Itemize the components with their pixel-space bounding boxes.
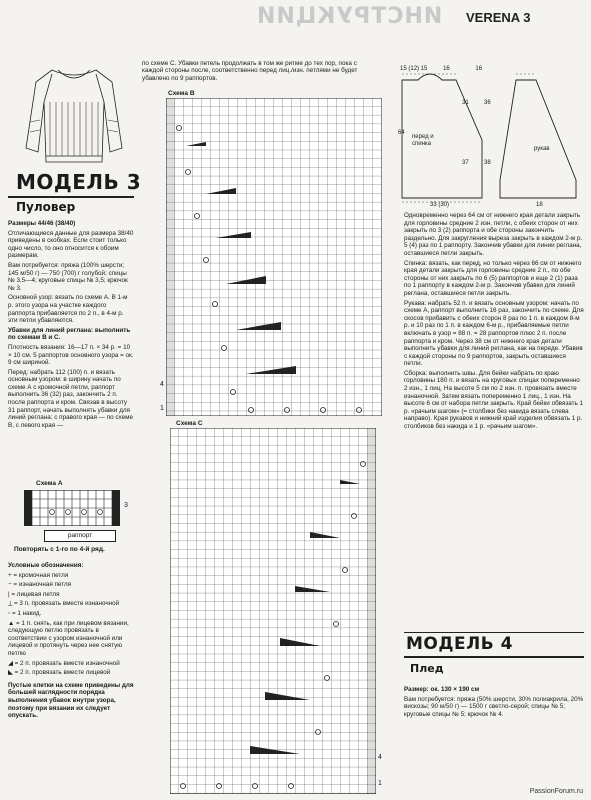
schema-a-row-label: 3 [124, 502, 128, 509]
watermark: PassionForum.ru [529, 788, 583, 795]
model4-title: МОДЕЛЬ 4 [406, 634, 513, 654]
schema-b-chart [166, 98, 382, 416]
intro-text: Отличающиеся данные для размера 38/40 приведены в скобках. Если стоит только одно число, то оно относится к обоим размерам. [8, 229, 134, 260]
dim-label: 31 [462, 100, 469, 106]
dim-label: 18 [536, 202, 543, 208]
dim-label: 16 [475, 66, 483, 72]
schema-a-label: Схема А [36, 480, 63, 487]
legend-item: ▲ = 1 п. снять, как при лицевом вязании, следующую петлю провязать в соответствии с узором изнаночной или лицевой и протянуть через нее снятую петлю [8, 619, 129, 657]
legend-item: ◣ = 2 п. провязать вместе лицевой [8, 669, 111, 677]
schema-b-row-1: 1 [160, 405, 164, 412]
schema-c-label: Схема С [176, 420, 203, 427]
dim-label: 38 [484, 160, 491, 166]
dim-label: (12) [408, 66, 420, 72]
legend-title: Условные обозначения: [8, 562, 84, 569]
dim-label: 15 [400, 66, 407, 72]
repeat-note: Повторять с 1-го по 4-й ряд. [14, 546, 105, 553]
schema-c-row-4: 4 [378, 754, 382, 761]
legend-item: − = изнаночная петля [8, 581, 72, 589]
legend-item: | = лицевая петля [8, 590, 60, 598]
diagram-top-labels [400, 66, 482, 72]
legend-item: ◦ = 1 накид. [8, 609, 42, 617]
model4-subtitle: Плед [410, 662, 444, 675]
neckline-text: Одновременно через 64 см от нижнего края детали закрыть для горловины средние 2 изн. петли, с обеих сторон от них закрыть по 3 (2) раппорта и обе стороны закончить раздельно. Для закругления выреза закрыть в каждом 2-м р. 5 (4) раз по 1 раппорту. Закончив убавки для линии реглана, оставшиеся петли закрыть. [404, 212, 583, 257]
schema-b-label: Схема В [168, 90, 195, 97]
model3-subtitle: Пуловер [16, 200, 76, 214]
magazine-issue: VERENA 3 [466, 10, 531, 25]
schema-c-chart [170, 428, 376, 794]
dim-label: 15 [420, 66, 428, 72]
schema-b-row-4: 4 [160, 381, 164, 388]
model4-materials: Вам потребуется: пряжа (50% шерсти, 30% полиакрила, 20% вискозы; 90 м/50 г) — 1500 г светло-серой; спицы № 5; круговые спицы № 5; крючок № 4. [404, 695, 584, 718]
sleeve-label: рукав [534, 146, 550, 152]
decreases-text: Убавки для линий реглана: выполнить по схемам В и С. [8, 326, 131, 342]
dim-label: 37 [462, 160, 469, 166]
schema-c-row-1: 1 [378, 780, 382, 787]
assembly-text: Сборка: выполнить швы. Для бейки набрать по краю горловины 180 п. и вязать на круговых спицах попеременно 2 изн., 1 лиц. На высоте 5 см по 2 изн. п. провязать вместе изнаночной. Затем вязать попеременно 1 лиц., 1 изн. На высоте 6 см от набора петли закрыть. Край бейки обвязать 1 р. «рачьим шагом» (= столбики без накида вязать слева направо). Края рукавов и нижний край изделия обвязать 1 р. столбиков без накида и 1 р. «рачьим шагом». [404, 369, 584, 431]
pattern-text: Основной узор: вязать по схеме А. В 1-м р. этого узора на участке каждого раппорта прибавляется по 2 п., в 4-м р. эти петли убавляются. [8, 294, 128, 325]
schema-a-chart [24, 490, 120, 526]
gauge-text: Плотность вязания: 16—17 п. × 34 р. = 10 × 10 см. 5 раппортов основного узора = ок. 9 см шириной. [8, 343, 134, 367]
sizes-text: Размеры 44/46 (38/40) [8, 220, 76, 227]
model3-title: МОДЕЛЬ 3 [16, 170, 142, 194]
sleeves-text: Рукава: набрать 52 п. и вязать основным узором: начать по схеме А, раппорт выполнить 16 раз, закончить по схеме. Для скосов прибавить с обеих сторон 8 раз по 1 п. в каждом 8-м р. и 10 раз по 1 п. в каждом 6-м р., прибавляемые петли включать в узор = 88 п. = 28 раппортов плюс 2 п. после раппорта и кром. Через 38 см от нижнего края детали выполнить убавки для линий реглана, как на переде. Убавив с каждой стороны по 9 раппортов, закрыть оставшиеся петли. [404, 299, 584, 368]
dim-label: 33 (30) [430, 202, 450, 208]
model4-text [404, 686, 584, 720]
dim-label: 36 [484, 100, 491, 106]
model3-continued-text [404, 212, 584, 433]
back-text: Спинка: вязать, как перед, но только через 66 см от нижнего края детали закрыть для горловины средние 2 п., по обе стороны от них закрыть по 6 (5) раппортов и еще 2 (1) раза по 1 раппорту в каждом 2-м р. Закончив убавки для линий реглана, оставшиеся петли закрыть. [404, 259, 582, 297]
dim-label: 64 [398, 130, 405, 136]
model3-text [8, 220, 134, 431]
pullover-sketch [22, 62, 126, 166]
section-header-ghost: ИНСТРУКЦИИ [256, 4, 443, 29]
legend [8, 562, 134, 722]
empty-cells-note: Пустые клетки на схеме приведены для большей наглядности порядка выполнения убавок внутри узора, поэтому при вязании их следует опускать. [8, 681, 134, 720]
rapport-box: раппорт [44, 530, 116, 542]
materials-text: Вам потребуется: пряжа (100% шерсти; 145 м/50 г) — 750 (700) г голубой; спицы № 3,5—4; круговые спицы № 3,5; крючок № 3. [8, 261, 128, 292]
front-text: Перед: набрать 112 (100) п. и вязать основным узором: в ширину начать по схеме А с кромочной петли, раппорт выполнить 36 (32) раз, закончить 2 п. после раппорта и кром. Связав в высоту 31 раппорт, начать выполнять убавки для линий реглана: с правого края — по схеме В, с левого края — [8, 368, 133, 429]
legend-item: ◢ = 2 п. провязать вместе изнаночной [8, 659, 120, 667]
front-back-label: перед и спинка [412, 134, 434, 147]
legend-item: ⟂ = 3 п. провязать вместе изнаночной [8, 600, 120, 608]
model4-size: Размер: ок. 130 × 190 см [404, 686, 480, 693]
dim-label: 16 [443, 66, 450, 72]
legend-item: + = кромочная петля [8, 571, 69, 579]
middle-intro-text: по схеме С. Убавки петель продолжать в том же ритме до тех пор, пока с каждой стороны после, соответственно перед лиц./изн. петлями не будет убавлено по 9 раппортов. [142, 60, 358, 82]
